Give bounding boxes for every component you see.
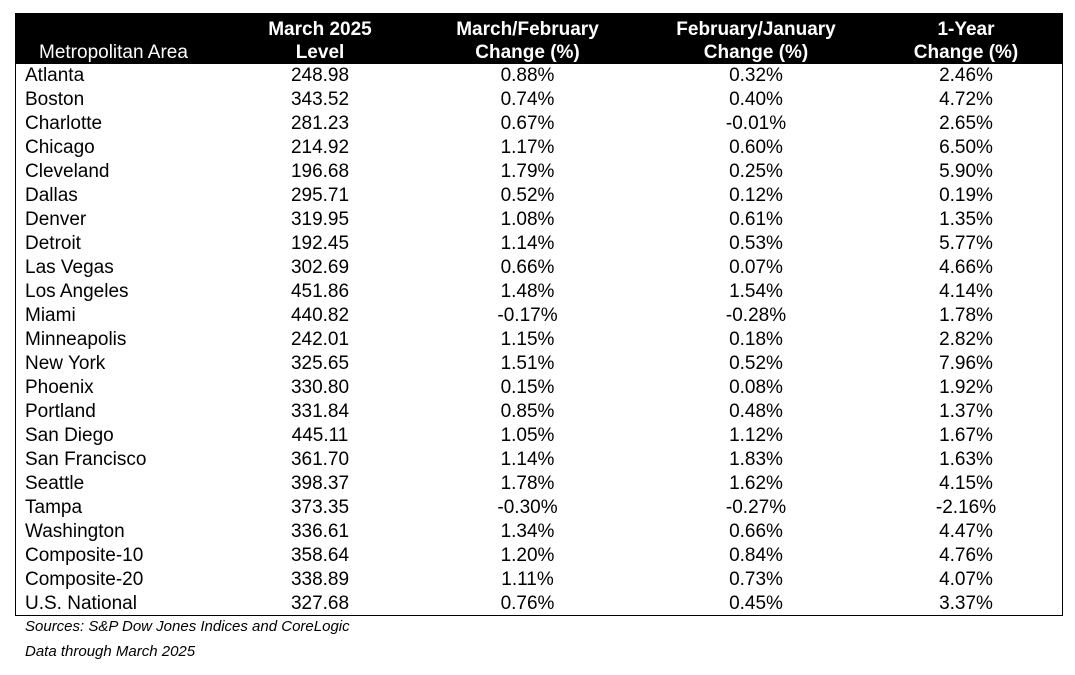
level-cell: 248.98 bbox=[290, 65, 350, 86]
one-year-change-cell: 4.07% bbox=[939, 569, 993, 590]
february-january-change-cell: 0.25% bbox=[729, 161, 783, 182]
one-year-change-cell: 3.37% bbox=[939, 593, 993, 614]
level-cell: 330.80 bbox=[290, 377, 350, 398]
march-february-change-cell: 1.48% bbox=[500, 281, 555, 302]
metro-area-cell: Portland bbox=[25, 401, 96, 422]
february-january-change-cell: -0.27% bbox=[725, 497, 787, 518]
header-level bbox=[227, 14, 413, 64]
level-cell: 361.70 bbox=[290, 449, 350, 470]
level-cell: 445.11 bbox=[291, 425, 349, 446]
header-level-line2: Level bbox=[295, 42, 345, 63]
header-metropolitan-area bbox=[16, 14, 227, 64]
one-year-change-cell: 5.77% bbox=[939, 233, 993, 254]
march-february-change-cell: -0.17% bbox=[497, 305, 558, 326]
march-february-change-cell: 1.78% bbox=[500, 473, 555, 494]
table-row bbox=[16, 520, 1062, 544]
data-through-footnote: Data through March 2025 bbox=[25, 643, 196, 660]
level-cell: 319.95 bbox=[290, 209, 350, 230]
level-cell: 358.64 bbox=[290, 545, 350, 566]
march-february-change-cell: 1.20% bbox=[500, 545, 555, 566]
february-january-change-cell: 1.54% bbox=[729, 281, 783, 302]
metro-area-cell: Atlanta bbox=[25, 65, 85, 86]
one-year-change-cell: 4.47% bbox=[939, 521, 993, 542]
march-february-change-cell: 0.52% bbox=[500, 185, 555, 206]
level-cell: 336.61 bbox=[290, 521, 350, 542]
level-cell: 398.37 bbox=[290, 473, 350, 494]
february-january-change-cell: 0.53% bbox=[729, 233, 783, 254]
level-cell: 325.65 bbox=[290, 353, 350, 374]
february-january-change-cell: 1.12% bbox=[729, 425, 783, 446]
level-cell: 327.68 bbox=[290, 593, 350, 614]
march-february-change-cell: 1.11% bbox=[501, 569, 554, 590]
table-row bbox=[16, 208, 1062, 232]
march-february-change-cell: 1.51% bbox=[500, 353, 555, 374]
home-price-table-container bbox=[15, 13, 1063, 616]
march-february-change-cell: -0.30% bbox=[497, 497, 558, 518]
one-year-change-cell: 1.63% bbox=[939, 449, 993, 470]
march-february-change-cell: 0.74% bbox=[500, 89, 555, 110]
one-year-change-cell: 1.78% bbox=[939, 305, 993, 326]
february-january-change-cell: 0.12% bbox=[729, 185, 783, 206]
one-year-change-cell: 4.14% bbox=[939, 281, 993, 302]
metro-area-cell: Tampa bbox=[25, 497, 83, 518]
metro-area-cell: Boston bbox=[25, 89, 85, 110]
metro-area-cell: Chicago bbox=[25, 137, 95, 158]
table-row bbox=[16, 88, 1062, 112]
metro-area-cell: Minneapolis bbox=[25, 329, 127, 350]
one-year-change-cell: 1.35% bbox=[939, 209, 993, 230]
header-level-line1: March 2025 bbox=[268, 19, 372, 40]
table-row bbox=[16, 280, 1062, 304]
march-february-change-cell: 1.79% bbox=[500, 161, 555, 182]
metro-area-cell: Composite-10 bbox=[25, 545, 144, 566]
header-fj-line2: Change (%) bbox=[703, 42, 809, 63]
table-row bbox=[16, 472, 1062, 496]
metro-area-cell: Las Vegas bbox=[25, 257, 114, 278]
metro-area-cell: Detroit bbox=[25, 233, 81, 254]
march-february-change-cell: 0.15% bbox=[500, 377, 555, 398]
table-row bbox=[16, 160, 1062, 184]
header-area-label: Metropolitan Area bbox=[39, 42, 188, 63]
february-january-change-cell: 0.07% bbox=[729, 257, 783, 278]
table-row bbox=[16, 256, 1062, 280]
february-january-change-cell: 0.48% bbox=[729, 401, 783, 422]
february-january-change-cell: 0.66% bbox=[729, 521, 783, 542]
march-february-change-cell: 1.15% bbox=[500, 329, 555, 350]
metro-area-cell: Charlotte bbox=[25, 113, 103, 134]
one-year-change-cell: -2.16% bbox=[935, 497, 997, 518]
march-february-change-cell: 0.85% bbox=[500, 401, 555, 422]
march-february-change-cell: 1.14% bbox=[500, 233, 555, 254]
metro-area-cell: San Francisco bbox=[25, 449, 147, 470]
metro-area-cell: U.S. National bbox=[25, 593, 137, 614]
metro-area-cell: Composite-20 bbox=[25, 569, 144, 590]
metro-area-cell: Dallas bbox=[25, 185, 78, 206]
header-march-february-change bbox=[413, 14, 642, 64]
level-cell: 338.89 bbox=[290, 569, 350, 590]
march-february-change-cell: 1.08% bbox=[500, 209, 555, 230]
one-year-change-cell: 4.72% bbox=[939, 89, 993, 110]
february-january-change-cell: 0.45% bbox=[729, 593, 783, 614]
march-february-change-cell: 1.17% bbox=[500, 137, 555, 158]
level-cell: 302.69 bbox=[290, 257, 350, 278]
february-january-change-cell: -0.01% bbox=[725, 113, 787, 134]
table-body bbox=[16, 64, 1062, 616]
level-cell: 331.84 bbox=[290, 401, 350, 422]
sources-footnote: Sources: S&P Dow Jones Indices and CoreLogic bbox=[25, 618, 350, 635]
table-row bbox=[16, 376, 1062, 400]
table-row bbox=[16, 424, 1062, 448]
table-row bbox=[16, 568, 1062, 592]
table-row bbox=[16, 400, 1062, 424]
february-january-change-cell: 0.52% bbox=[729, 353, 783, 374]
level-cell: 343.52 bbox=[290, 89, 350, 110]
march-february-change-cell: 0.88% bbox=[500, 65, 555, 86]
one-year-change-cell: 4.15% bbox=[939, 473, 993, 494]
march-february-change-cell: 1.05% bbox=[500, 425, 555, 446]
one-year-change-cell: 7.96% bbox=[939, 353, 993, 374]
march-february-change-cell: 0.66% bbox=[500, 257, 555, 278]
level-cell: 214.92 bbox=[290, 137, 350, 158]
level-cell: 451.86 bbox=[290, 281, 350, 302]
one-year-change-cell: 1.92% bbox=[939, 377, 993, 398]
table-row bbox=[16, 112, 1062, 136]
header-mf-line2: Change (%) bbox=[475, 42, 580, 63]
header-one-year-change bbox=[870, 14, 1062, 64]
one-year-change-cell: 2.82% bbox=[939, 329, 993, 350]
metro-area-cell: New York bbox=[25, 353, 106, 374]
february-january-change-cell: 0.84% bbox=[729, 545, 783, 566]
table-row bbox=[16, 352, 1062, 376]
metro-area-cell: Denver bbox=[25, 209, 87, 230]
table-row bbox=[16, 232, 1062, 256]
february-january-change-cell: 0.32% bbox=[729, 65, 783, 86]
february-january-change-cell: 0.73% bbox=[729, 569, 783, 590]
one-year-change-cell: 5.90% bbox=[939, 161, 993, 182]
level-cell: 192.45 bbox=[290, 233, 350, 254]
metro-area-cell: Los Angeles bbox=[25, 281, 129, 302]
one-year-change-cell: 4.76% bbox=[939, 545, 993, 566]
home-price-table bbox=[16, 14, 1062, 616]
header-yr-line2: Change (%) bbox=[913, 42, 1019, 63]
february-january-change-cell: 0.61% bbox=[729, 209, 783, 230]
one-year-change-cell: 2.65% bbox=[939, 113, 993, 134]
level-cell: 242.01 bbox=[290, 329, 350, 350]
february-january-change-cell: 1.83% bbox=[729, 449, 783, 470]
february-january-change-cell: -0.28% bbox=[725, 305, 787, 326]
level-cell: 196.68 bbox=[290, 161, 350, 182]
table-row bbox=[16, 328, 1062, 352]
level-cell: 440.82 bbox=[290, 305, 350, 326]
metro-area-cell: Phoenix bbox=[25, 377, 94, 398]
february-january-change-cell: 0.08% bbox=[729, 377, 783, 398]
february-january-change-cell: 0.40% bbox=[729, 89, 783, 110]
level-cell: 295.71 bbox=[290, 185, 350, 206]
header-fj-line1: February/January bbox=[676, 19, 836, 40]
march-february-change-cell: 1.34% bbox=[500, 521, 555, 542]
table-row bbox=[16, 136, 1062, 160]
header-mf-line1: March/February bbox=[456, 19, 599, 40]
table-row bbox=[16, 592, 1062, 616]
metro-area-cell: Miami bbox=[25, 305, 76, 326]
february-january-change-cell: 1.62% bbox=[729, 473, 783, 494]
one-year-change-cell: 2.46% bbox=[939, 65, 993, 86]
level-cell: 281.23 bbox=[290, 113, 350, 134]
header-february-january-change bbox=[642, 14, 870, 64]
table-row bbox=[16, 448, 1062, 472]
table-header bbox=[16, 14, 1062, 64]
one-year-change-cell: 1.37% bbox=[939, 401, 993, 422]
one-year-change-cell: 6.50% bbox=[939, 137, 993, 158]
one-year-change-cell: 0.19% bbox=[939, 185, 993, 206]
table-row bbox=[16, 304, 1062, 328]
table-row bbox=[16, 184, 1062, 208]
metro-area-cell: Seattle bbox=[25, 473, 85, 494]
metro-area-cell: Washington bbox=[25, 521, 125, 542]
metro-area-cell: San Diego bbox=[25, 425, 114, 446]
header-row bbox=[16, 14, 1062, 64]
one-year-change-cell: 1.67% bbox=[939, 425, 993, 446]
table-row bbox=[16, 64, 1062, 88]
header-yr-line1: 1-Year bbox=[937, 19, 995, 40]
march-february-change-cell: 1.14% bbox=[500, 449, 555, 470]
table-row bbox=[16, 496, 1062, 520]
march-february-change-cell: 0.67% bbox=[500, 113, 555, 134]
march-february-change-cell: 0.76% bbox=[500, 593, 555, 614]
february-january-change-cell: 0.60% bbox=[729, 137, 783, 158]
one-year-change-cell: 4.66% bbox=[939, 257, 993, 278]
table-row bbox=[16, 544, 1062, 568]
level-cell: 373.35 bbox=[290, 497, 350, 518]
metro-area-cell: Cleveland bbox=[25, 161, 110, 182]
february-january-change-cell: 0.18% bbox=[729, 329, 783, 350]
